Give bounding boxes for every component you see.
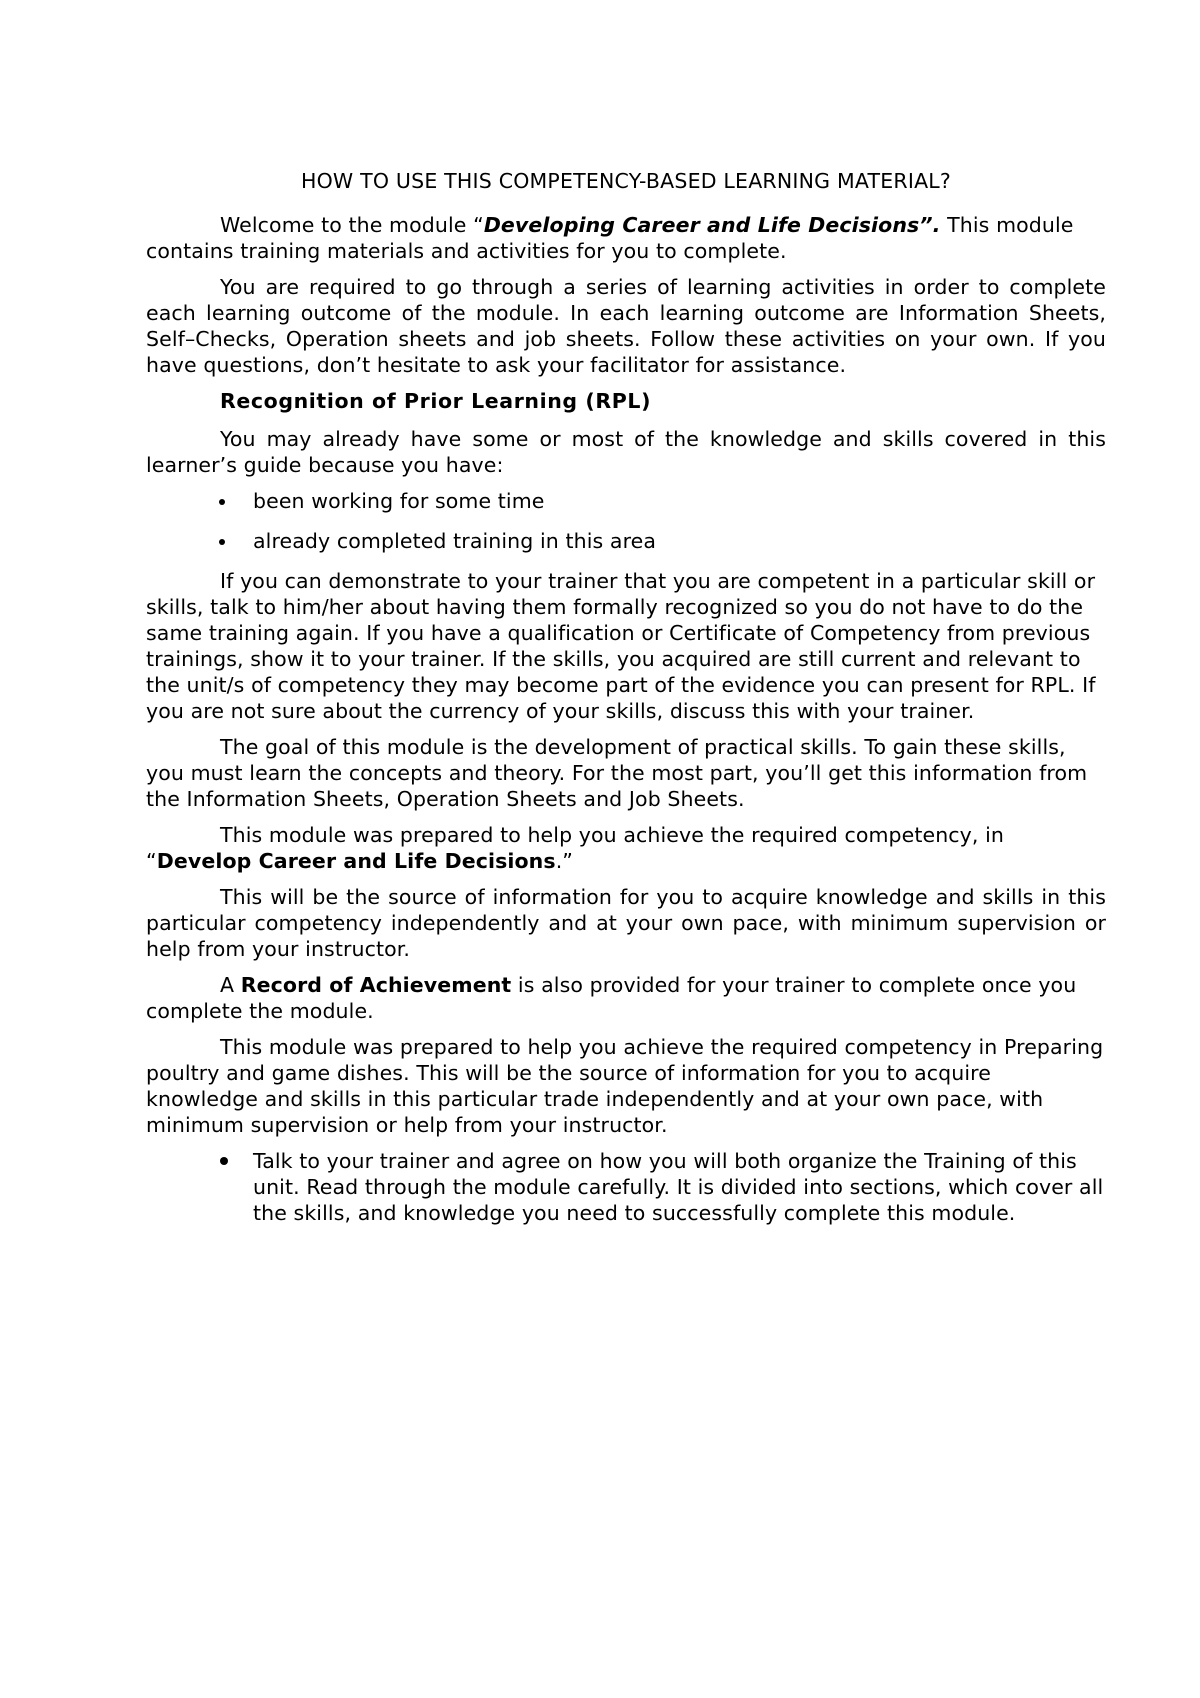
prepared1-post: .”: [555, 849, 574, 873]
rpl-heading: Recognition of Prior Learning (RPL): [220, 389, 652, 413]
record-paragraph: [146, 972, 1106, 1024]
record-post: is also provided for your trainer to complete once you complete the module.: [146, 973, 1077, 1023]
list-item: [146, 1148, 1106, 1226]
prepared-paragraph-2: This module was prepared to help you achieve the required competency in Preparing poultry and game dishes. This will be the source of information for you to acquire knowledge and skills in this particular trade independently and at your own pace, with minimum supervision or help from your instructor.: [146, 1035, 1104, 1137]
list-item: [146, 488, 1106, 514]
intro-paragraph: [146, 212, 1106, 264]
competency-name: Develop Career and Life Decisions: [156, 849, 556, 873]
bullet-text: Talk to your trainer and agree on how you will both organize the Training of this unit. Read through the module carefully. It is divided into sections, which cover all the skills, and knowledge you need to successfully complete this module.: [253, 1149, 1104, 1225]
module-name: Developing Career and Life Decisions”.: [483, 213, 941, 237]
instruction-bullet-list: [146, 1148, 1106, 1226]
record-of-achievement: Record of Achievement: [240, 973, 512, 997]
rpl-bullet-list: [146, 488, 1106, 554]
required-paragraph: You are required to go through a series of learning activities in order to complete each learning outcome of the module. In each learning outcome are Information Sheets, Self–Checks, Operation sheets and job sheets. Follow these activities on your own. If you have questions, don’t hesitate to ask your facilitator for assistance.: [146, 275, 1106, 377]
bullet-icon: [220, 1157, 228, 1165]
document-body: [146, 168, 1106, 1226]
source-paragraph: This will be the source of information for you to acquire knowledge and skills in this particular competency independently and at your own pace, with minimum supervision or help from your instructor.: [146, 885, 1106, 961]
page-title: HOW TO USE THIS COMPETENCY-BASED LEARNING MATERIAL?: [300, 169, 951, 193]
intro-post: This module contains training materials and activities for you to complete.: [146, 213, 1074, 263]
prepared-paragraph-1: [146, 822, 1106, 874]
already-paragraph: You may already have some or most of the knowledge and skills covered in this learner’s guide because you have:: [146, 427, 1106, 477]
bullet-text: been working for some time: [253, 489, 545, 513]
list-item: [146, 528, 1106, 554]
goal-paragraph: The goal of this module is the development of practical skills. To gain these skills, you must learn the concepts and theory. For the most part, you’ll get this information from the Information Sheets, Operation Sheets and Job Sheets.: [146, 735, 1088, 811]
bullet-icon: [219, 539, 225, 545]
bullet-text: already completed training in this area: [253, 529, 657, 553]
bullet-icon: [219, 499, 225, 505]
intro-pre: Welcome to the module “: [220, 213, 484, 237]
prepared1-pre: This module was prepared to help you achieve the required competency, in “: [146, 823, 1005, 873]
record-pre: A: [220, 973, 241, 997]
demonstrate-paragraph: If you can demonstrate to your trainer that you are competent in a particular skill or skills, talk to him/her about having them formally recognized so you do not have to do the same training again. If you have a qualification or Certificate of Competency from previous trainings, show it to your trainer. If the skills, you acquired are still current and relevant to the unit/s of competency they may become part of the evidence you can present for RPL. If you are not sure about the currency of your skills, discuss this with your trainer.: [146, 569, 1096, 723]
